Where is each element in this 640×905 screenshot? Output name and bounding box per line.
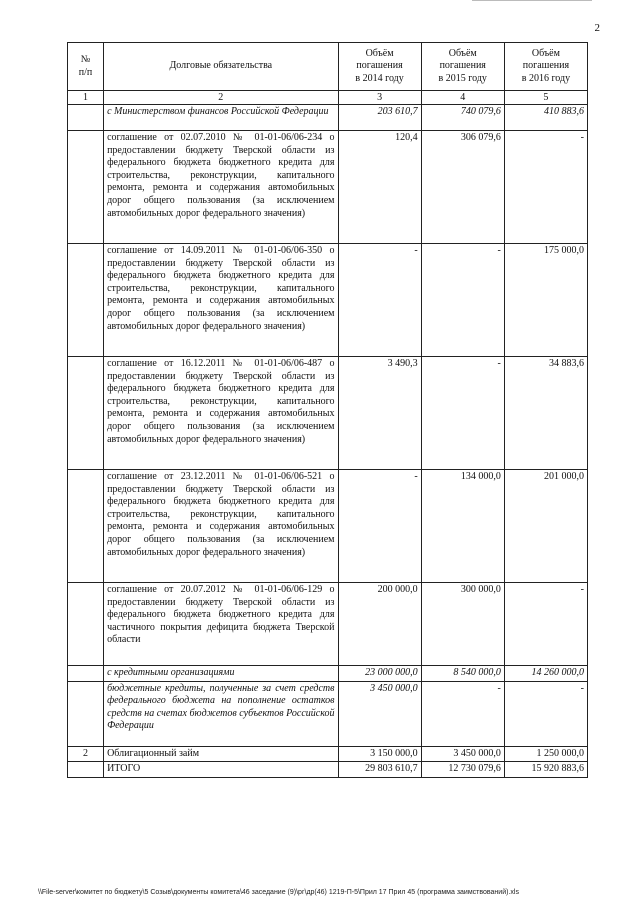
row-value-2014: 29 803 610,7 — [338, 762, 421, 778]
row-description: соглашение от 20.07.2012 № 01-01-06/06-129 о предоставлении бюджету Тверской области из федерального бюджета бюджетного кредита для частичного покрытия дефицита бюджета Тверской области — [104, 583, 338, 666]
row-description: с Министерством финансов Российской Федерации — [104, 105, 338, 131]
row-description: с кредитными организациями — [104, 666, 338, 682]
row-value-2016: 175 000,0 — [504, 244, 587, 357]
row-description: соглашение от 14.09.2011 № 01-01-06/06-350 о предоставлении бюджету Тверской области из федерального бюджета бюджетного кредита для строительства, реконструкции, капитального ремонта, ремонта и содержания автомобильных дорог общего пользования (за исключением автомобильных дорог федерального значения) — [104, 244, 338, 357]
header-2015: Объём погашения в 2015 году — [421, 43, 504, 91]
row-value-2016: - — [504, 681, 587, 746]
row-description: соглашение от 23.12.2011 № 01-01-06/06-521 о предоставлении бюджету Тверской области из федерального бюджета бюджетного кредита для строительства, реконструкции, капитального ремонта, ремонта и содержания автомобильных дорог общего пользования (за исключением автомобильных дорог федерального значения) — [104, 470, 338, 583]
row-value-2016: - — [504, 131, 587, 244]
row-value-2016: 14 260 000,0 — [504, 666, 587, 682]
row-value-2015: 3 450 000,0 — [421, 746, 504, 762]
row-value-2015: 300 000,0 — [421, 583, 504, 666]
row-number — [68, 762, 104, 778]
table-row — [68, 746, 588, 762]
row-value-2016: 201 000,0 — [504, 470, 587, 583]
row-value-2014: 200 000,0 — [338, 583, 421, 666]
column-number-row — [68, 91, 588, 105]
row-value-2014: 3 490,3 — [338, 357, 421, 470]
row-description: соглашение от 02.07.2010 № 01-01-06/06-234 о предоставлении бюджету Тверской области из федерального бюджета бюджетного кредита для строительства, реконструкции, капитального ремонта, ремонта и содержания автомобильных дорог общего пользования (за исключением автомобильных дорог федерального значения) — [104, 131, 338, 244]
column-number: 4 — [421, 91, 504, 105]
row-value-2014: 3 150 000,0 — [338, 746, 421, 762]
table-row — [68, 105, 588, 131]
row-value-2015: 134 000,0 — [421, 470, 504, 583]
column-number: 5 — [504, 91, 587, 105]
row-value-2015: - — [421, 357, 504, 470]
row-value-2016: 1 250 000,0 — [504, 746, 587, 762]
row-value-2015: 12 730 079,6 — [421, 762, 504, 778]
row-number — [68, 244, 104, 357]
header-2014: Объём погашения в 2014 году — [338, 43, 421, 91]
header-2016: Объём погашения в 2016 году — [504, 43, 587, 91]
table-row — [68, 762, 588, 778]
row-number — [68, 105, 104, 131]
table-row — [68, 131, 588, 244]
row-description: Облигационный займ — [104, 746, 338, 762]
row-number — [68, 470, 104, 583]
row-value-2015: - — [421, 244, 504, 357]
row-description: ИТОГО — [104, 762, 338, 778]
row-value-2014: 23 000 000,0 — [338, 666, 421, 682]
row-description: бюджетные кредиты, полученные за счет средств федерального бюджета на пополнение остатков средств на счетах бюджетов субъектов Российской Федерации — [104, 681, 338, 746]
table-body — [68, 105, 588, 778]
row-value-2014: 120,4 — [338, 131, 421, 244]
row-number — [68, 131, 104, 244]
column-number: 2 — [104, 91, 338, 105]
debt-table — [67, 42, 588, 778]
row-value-2016: 410 883,6 — [504, 105, 587, 131]
row-value-2015: 306 079,6 — [421, 131, 504, 244]
row-value-2014: 203 610,7 — [338, 105, 421, 131]
row-value-2016: 15 920 883,6 — [504, 762, 587, 778]
row-value-2016: - — [504, 583, 587, 666]
table-row — [68, 681, 588, 746]
row-number — [68, 681, 104, 746]
table-row — [68, 583, 588, 666]
table-row — [68, 244, 588, 357]
header-description: Долговые обязательства — [104, 43, 338, 91]
header-no: № п/п — [68, 43, 104, 91]
row-value-2015: - — [421, 681, 504, 746]
header-row — [68, 43, 588, 91]
row-number — [68, 666, 104, 682]
row-value-2015: 740 079,6 — [421, 105, 504, 131]
row-number — [68, 583, 104, 666]
row-value-2014: - — [338, 244, 421, 357]
column-number: 3 — [338, 91, 421, 105]
table-row — [68, 357, 588, 470]
row-value-2014: - — [338, 470, 421, 583]
page-number: 2 — [594, 22, 600, 34]
row-value-2015: 8 540 000,0 — [421, 666, 504, 682]
table-row — [68, 470, 588, 583]
row-value-2016: 34 883,6 — [504, 357, 587, 470]
row-number: 2 — [68, 746, 104, 762]
column-number: 1 — [68, 91, 104, 105]
row-description: соглашение от 16.12.2011 № 01-01-06/06-487 о предоставлении бюджету Тверской области из федерального бюджета бюджетного кредита для строительства, реконструкции, капитального ремонта, ремонта и содержания автомобильных дорог общего пользования (за исключением автомобильных дорог федерального значения) — [104, 357, 338, 470]
row-value-2014: 3 450 000,0 — [338, 681, 421, 746]
table-row — [68, 666, 588, 682]
file-path-footer: \\File-server\комитет по бюджету\5 Созыв\документы комитета\46 заседание (9)\рг\др(46) 1219-П-5\Прил 17 Прил 45 (программа заимствований).xls — [38, 889, 519, 896]
row-number — [68, 357, 104, 470]
top-edge-marks — [472, 0, 592, 3]
